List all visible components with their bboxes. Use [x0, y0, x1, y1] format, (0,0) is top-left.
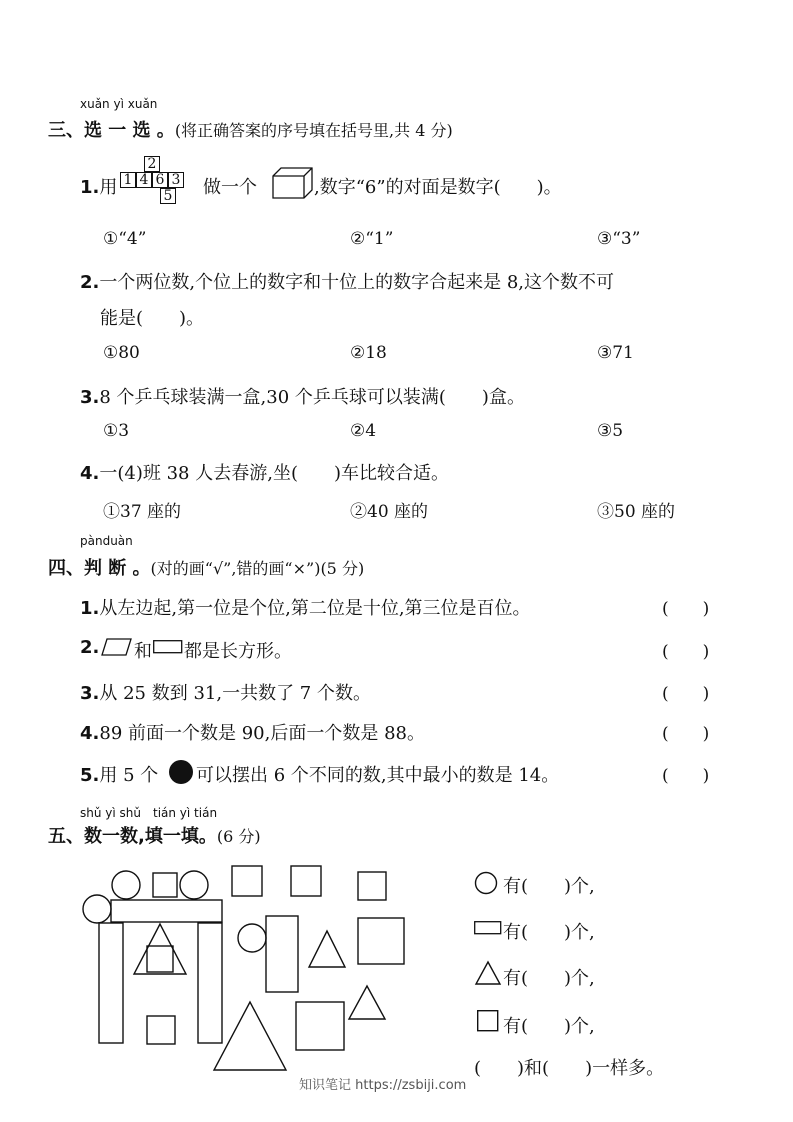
judge-number: 5.: [80, 765, 100, 786]
section3-note: (将正确答案的序号填在括号里,共 4 分): [174, 121, 453, 140]
q3-option-1: ①3: [103, 421, 130, 441]
section3-pinyin: xuǎn yì xuǎn: [80, 97, 158, 111]
triangle-shape: [214, 1002, 286, 1070]
q1-post: ,数字“6”的对面是数字( )。: [314, 177, 562, 198]
q4-option-1: ①37 座的: [103, 502, 182, 522]
rectangle-shape: [111, 900, 222, 922]
triangle-shape: [134, 924, 186, 974]
circle-shape: [180, 871, 208, 899]
square-icon: [477, 1010, 499, 1032]
q4-option-2: ②40 座的: [350, 502, 429, 522]
section4-title: 四、判 断 。: [48, 558, 151, 579]
circle-count-line[interactable]: 有( )个,: [503, 876, 595, 897]
triangle-icon: [475, 961, 501, 985]
q2-option-3: ③71: [597, 343, 634, 363]
q4-option-3: ③50 座的: [597, 502, 676, 522]
q3-text: 8 个乒乓球装满一盒,30 个乒乓球可以装满( )盒。: [99, 387, 525, 408]
section5-title: 五、数一数,填一填。: [48, 826, 217, 847]
rectangle-shape: [266, 916, 298, 992]
q1-number: 1.: [80, 177, 100, 198]
circle-shape: [83, 895, 111, 923]
q1-mid: 做一个: [203, 177, 257, 198]
q2-number: 2.: [80, 272, 100, 293]
watermark: 知识笔记 https://zsbiji.com: [299, 1078, 467, 1093]
square-shape: [291, 866, 321, 896]
square-shape: [153, 873, 177, 897]
square-shape: [358, 872, 386, 900]
q2-option-1: ①80: [103, 343, 140, 363]
net-cell: 1: [120, 172, 136, 188]
q4-text: 一(4)班 38 人去春游,坐( )车比较合适。: [99, 463, 449, 484]
judge-text: 89 前面一个数是 90,后面一个数是 88。: [99, 723, 425, 744]
net-cell: 2: [144, 156, 160, 172]
section4-note: (对的画“√”,错的画“×”)(5 分): [150, 559, 365, 578]
square-count-line[interactable]: 有( )个,: [503, 1016, 595, 1037]
rectangle-shape: [99, 923, 123, 1043]
square-shape: [147, 946, 173, 972]
section5-note: (6 分): [216, 827, 261, 846]
q1-option-3: ③“3”: [597, 229, 641, 249]
judge-text-b: 可以摆出 6 个不同的数,其中最小的数是 14。: [196, 765, 560, 786]
net-cell: 6: [152, 172, 168, 188]
q4-number: 4.: [80, 463, 100, 484]
square-shape: [358, 918, 404, 964]
section5-pinyin: shǔ yì shǔ tián yì tián: [80, 806, 218, 820]
rectangle-shape: [198, 923, 222, 1043]
square-shape: [296, 1002, 344, 1050]
judge-number: 1.: [80, 598, 100, 619]
net-cell: 4: [136, 172, 152, 188]
judge-text-a: 和: [134, 641, 152, 662]
square-shape: [232, 866, 262, 896]
judge-text-a: 用 5 个: [99, 765, 159, 786]
rectangle-icon: [474, 921, 502, 935]
q3-option-3: ③5: [597, 421, 624, 441]
judge-answer-box[interactable]: ( ): [662, 766, 710, 786]
q3-number: 3.: [80, 387, 100, 408]
rectangle-count-line[interactable]: 有( )个,: [503, 922, 595, 943]
q2-option-2: ②18: [350, 343, 387, 363]
triangle-shape: [309, 931, 345, 967]
q2-text1: 一个两位数,个位上的数字和十位上的数字合起来是 8,这个数不可: [99, 272, 614, 293]
q1-option-1: ①“4”: [103, 229, 147, 249]
square-shape: [147, 1016, 175, 1044]
judge-number: 3.: [80, 683, 100, 704]
net-cell: 5: [160, 188, 176, 204]
net-cell: 3: [168, 172, 184, 188]
triangle-count-line[interactable]: 有( )个,: [503, 968, 595, 989]
q2-line2: 能是( )。: [100, 308, 205, 329]
triangle-shape: [349, 986, 385, 1019]
section3-title: 三、选 一 选 。: [48, 120, 175, 141]
judge-answer-box[interactable]: ( ): [662, 724, 710, 744]
q1-option-2: ②“1”: [350, 229, 394, 249]
judge-text: 从 25 数到 31,一共数了 7 个数。: [99, 683, 371, 704]
judge-number: 4.: [80, 723, 100, 744]
judge-answer-box[interactable]: ( ): [662, 642, 710, 662]
judge-answer-box[interactable]: ( ): [662, 684, 710, 704]
judge-answer-box[interactable]: ( ): [662, 599, 710, 619]
judge-number: 2.: [80, 637, 100, 658]
circle-shape: [238, 924, 266, 952]
section4-pinyin: pànduàn: [80, 534, 133, 548]
circle-shape: [112, 871, 140, 899]
q3-option-2: ②4: [350, 421, 377, 441]
equal-count-line[interactable]: ( )和( )一样多。: [474, 1058, 665, 1079]
judge-text-b: 都是长方形。: [184, 641, 292, 662]
judge-text: 从左边起,第一位是个位,第二位是十位,第三位是百位。: [99, 598, 531, 619]
q1-pre: 用: [99, 177, 118, 198]
circle-icon: [474, 871, 498, 895]
